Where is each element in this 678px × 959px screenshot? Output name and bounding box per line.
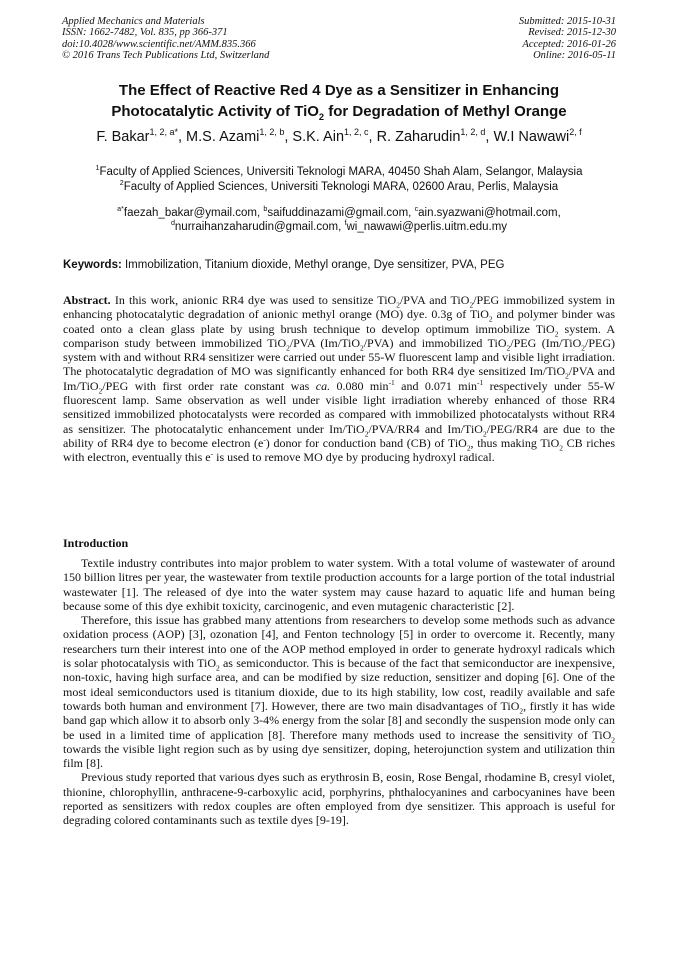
- abstract-text: /PVA and TiO: [399, 293, 470, 307]
- subscript: 2: [216, 663, 220, 673]
- author-name: M.S. Azami: [186, 129, 260, 145]
- abstract-text: is used to remove MO dye by producing hydroxyl radical.: [213, 450, 495, 465]
- author-affiliation-mark: 1, 2, a*: [149, 127, 178, 138]
- author-affiliation-mark: 1, 2, c: [344, 127, 369, 138]
- section-heading-introduction: Introduction: [63, 536, 129, 550]
- abstract-text: and polymer binder was coated onto a clean glass plate by using brush technique to develop optimum immobilize TiO: [63, 307, 615, 336]
- affiliation-mark: 1: [95, 164, 100, 173]
- abstract-text: 0.080 min: [330, 378, 389, 393]
- subscript: 2: [98, 386, 103, 396]
- author-affiliation-mark: 1, 2, b: [259, 127, 285, 138]
- author-emails: [30, 206, 648, 234]
- online-date: Online: 2016-05-11: [533, 50, 616, 62]
- affiliations: [30, 165, 648, 195]
- title-part: Photocatalytic Activity of TiO: [111, 103, 319, 120]
- subscript: 2: [559, 443, 563, 453]
- paragraph-text: Therefore, this issue has grabbed many attentions from researchers to develop some methods such as advance oxidation process (AOP) [3], ozonation [4], and Fenton technology [5] in order to overcome it. Recently, many researchers turn their interest into one of the AOP method employed in order to generate hydroxyl radicals which is solar photocatalysis with TiO: [63, 613, 615, 671]
- keywords-label: Keywords:: [63, 259, 122, 271]
- abstract-text: /PEG) system with and without RR4 sensitizer were carried out under 55-W fluorescent lamp and visible light irradiation. The photocatalytic degradation of MO was significantly enhanced for both RR4 dye sensitized Im/TiO: [63, 335, 615, 379]
- abstract-text: system. A comparison study between immobilized TiO: [63, 321, 615, 350]
- email-mark: c: [414, 205, 419, 214]
- paragraph: Textile industry contributes into major problem to water system. With a total volume of wastewater of around 150 billion litres per year, the wastewater from textile production accounts for a large portion of the total industrial wastewater [1]. The released of dye into the water system may cause hazard to aquatic life and human being because some of this dye exhibit toxicity, carcinogenic, and even mutagenic characteristic [2].: [63, 556, 615, 613]
- email[interactable]: [171, 221, 338, 233]
- email-address[interactable]: faezah_bakar@ymail.com: [123, 207, 258, 219]
- email[interactable]: [263, 207, 408, 219]
- superscript: -: [263, 434, 266, 444]
- email-address[interactable]: wi_nawawi@perlis.uitm.edu.my: [346, 221, 508, 233]
- affiliation: [30, 165, 648, 180]
- paragraph: [63, 613, 615, 770]
- subscript: 2: [519, 706, 524, 716]
- keywords: [63, 258, 638, 272]
- subscript: 2: [364, 429, 369, 439]
- abstract-text: /PEG (Im/TiO: [510, 335, 582, 350]
- author-name: W.I Nawawi: [493, 129, 570, 145]
- affiliation-text: Faculty of Applied Sciences, Universiti Teknologi MARA, 02600 Arau, Perlis, Malaysia: [123, 181, 559, 193]
- subscript: 2: [554, 328, 559, 338]
- author-affiliation-mark: 2, f: [569, 127, 582, 138]
- subscript: 2: [469, 300, 474, 310]
- subscript: 2: [360, 343, 364, 353]
- introduction-body: [63, 556, 615, 828]
- paragraph: Previous study reported that various dyes such as erythrosin B, eosin, Rose Bengal, rhodamine B, cresyl violet, thionine, chlorophyllin, anthracene-9-carboxylic acid, porphyrins, phthalocyanines and carbocyanines have been reported as sensitizers with redox couples are often employed from dye sensitizer. This approach is useful for degrading colored contaminants such as textile dyes [9-19].: [63, 770, 615, 828]
- journal-info: [62, 16, 269, 62]
- author: [186, 129, 284, 145]
- subscript: 2: [581, 343, 585, 353]
- author-list: F. Bakar$^{1, 2, a*}$, M.S. Azami$^{1, 2, b}$, S.K. Ain$^{1, 2, c}$, R. Zaharudin$^{1, 2, d}$, W.I Nawawi$^{2, f}$: [96, 127, 582, 145]
- title-line-1: The Effect of Reactive Red 4 Dye as a Sensitizer in Enhancing: [118, 82, 560, 99]
- revised-date: Revised: 2015-12-30: [528, 27, 616, 39]
- abstract-text: /PEG immobilized system in enhancing photocatalytic degradation of anionic methyl orange (MO) dye. 0.3g of TiO: [63, 293, 616, 322]
- paragraph-text: as semiconductor. This is because of the fact that semiconductor are inexpensive, non-toxic, having high surface area, and can be modified by size reduction, sensitizer and doping [6]. One of the most ideal semiconductors used is titanium dioxide, due to its high stability, low cost, readily available and safe towards both human and environment [7]. However, there are two main disadvantages of TiO: [63, 656, 615, 713]
- paper-title: [40, 80, 638, 122]
- abstract-text: and 0.071 min: [394, 378, 477, 393]
- abstract-text: /PVA and Im/TiO: [63, 364, 615, 393]
- submitted-date: Submitted: 2015-10-31: [518, 16, 616, 27]
- subscript: 2: [611, 734, 615, 744]
- affiliation-mark: 2: [119, 179, 124, 188]
- superscript: -1: [476, 377, 484, 387]
- superscript: -1: [388, 377, 395, 387]
- author-name: R. Zaharudin: [376, 129, 461, 145]
- keywords-list: Immobilization, Titanium dioxide, Methyl orange, Dye sensitizer, PVA, PEG: [121, 259, 505, 271]
- author-name: F. Bakar: [96, 129, 150, 145]
- copyright: © 2016 Trans Tech Publications Ltd, Switzerland: [62, 50, 270, 62]
- email[interactable]: [415, 207, 558, 219]
- abstract-text: respectively under 55-W fluorescent lamp. Same observation as well under visible light irradiation whereby enhanced of those RR4 sensitized immobilized photocatalysts were recorded as compared with immobilized photocatalysts without RR4 as sensitizer. The photocatalytic enhancement under Im/TiO: [63, 378, 616, 436]
- author-name: S.K. Ain: [292, 129, 345, 145]
- subscript: 2: [286, 343, 290, 353]
- affiliation: [30, 180, 648, 195]
- title-line-2: [40, 101, 638, 122]
- abstract-text: /PVA/RR4 and Im/TiO: [368, 421, 483, 436]
- doi[interactable]: doi:10.4028/www.scientific.net/AMM.835.366: [62, 38, 256, 50]
- email-address[interactable]: ain.syazwani@hotmail.com: [418, 207, 558, 219]
- publication-dates: [519, 16, 616, 62]
- issn: ISSN: 1662-7482, Vol. 835, pp 366-371: [62, 27, 228, 39]
- accepted-date: Accepted: 2016-01-26: [522, 38, 616, 50]
- abstract-text: , thus making TiO: [470, 435, 560, 450]
- abstract-text: /PVA (Im/TiO: [289, 335, 360, 350]
- journal-header: [62, 16, 616, 62]
- subscript: 2: [396, 300, 400, 310]
- author: [377, 129, 486, 145]
- abstract-label: Abstract.: [63, 293, 111, 307]
- subscript: 2: [506, 343, 511, 353]
- author: [96, 129, 178, 145]
- email-mark: d: [170, 219, 175, 228]
- abstract-text: /PVA) and immobilized TiO: [363, 335, 507, 350]
- abstract-text: /PEG/RR4 are due to the ability of RR4 dye to become electron (e: [63, 421, 615, 450]
- paragraph-text: , firstly it has wide band gap which allow it to absorb only 3-4% energy from the solar [8] and secondly the suspension mode only can be used in a limited time of application [8]. Therefore many methods used to increase the sensitivity of TiO: [63, 698, 615, 742]
- email-line: $^{a*}$faezah_bakar@ymail.com, $^b$saifuddinazami@gmail.com, $^c$ain.syazwani@hotmail.com,: [117, 205, 561, 219]
- author: [292, 129, 368, 145]
- author-affiliation-mark: 1, 2, d: [460, 127, 486, 138]
- email-mark: f: [344, 219, 347, 228]
- abstract-text: CB riches with electron, eventually this e: [63, 435, 615, 465]
- journal-name: Applied Mechanics and Materials: [62, 16, 205, 27]
- email[interactable]: [117, 207, 257, 219]
- abstract-text: In this work, anionic RR4 dye was used to sensitize TiO: [110, 293, 397, 307]
- abstract-italic: ca.: [315, 378, 331, 393]
- subscript: 2: [466, 443, 471, 453]
- abstract-text: ) donor for conduction band (CB) of TiO: [265, 435, 467, 450]
- abstract: [63, 293, 615, 465]
- email-address[interactable]: saifuddinazami@gmail.com: [267, 207, 409, 219]
- title-part: for Degradation of Methyl Orange: [324, 103, 567, 120]
- superscript: -: [210, 449, 214, 459]
- email-mark: a*: [117, 205, 124, 214]
- email-address[interactable]: nurraihanzaharudin@gmail.com: [174, 221, 339, 233]
- title-subscript: 2: [318, 112, 325, 122]
- paragraph-text: towards the visible light region such as by using dye sensitizer, doping, heterojunction system and utilization thin film [8].: [63, 741, 615, 771]
- subscript: 2: [565, 371, 569, 381]
- subscript: 2: [482, 429, 487, 439]
- subscript: 2: [488, 314, 493, 324]
- email-mark: b: [263, 205, 268, 214]
- email-line: $^d$nurraihanzaharudin@gmail.com, $^f$wi_nawawi@perlis.uitm.edu.my: [170, 219, 508, 233]
- author: [493, 129, 581, 145]
- affiliation-text: Faculty of Applied Sciences, Universiti Teknologi MARA, 40450 Shah Alam, Selangor, Malaysia: [99, 166, 583, 178]
- email[interactable]: [344, 221, 507, 233]
- abstract-text: /PEG with first order rate constant was: [102, 378, 316, 393]
